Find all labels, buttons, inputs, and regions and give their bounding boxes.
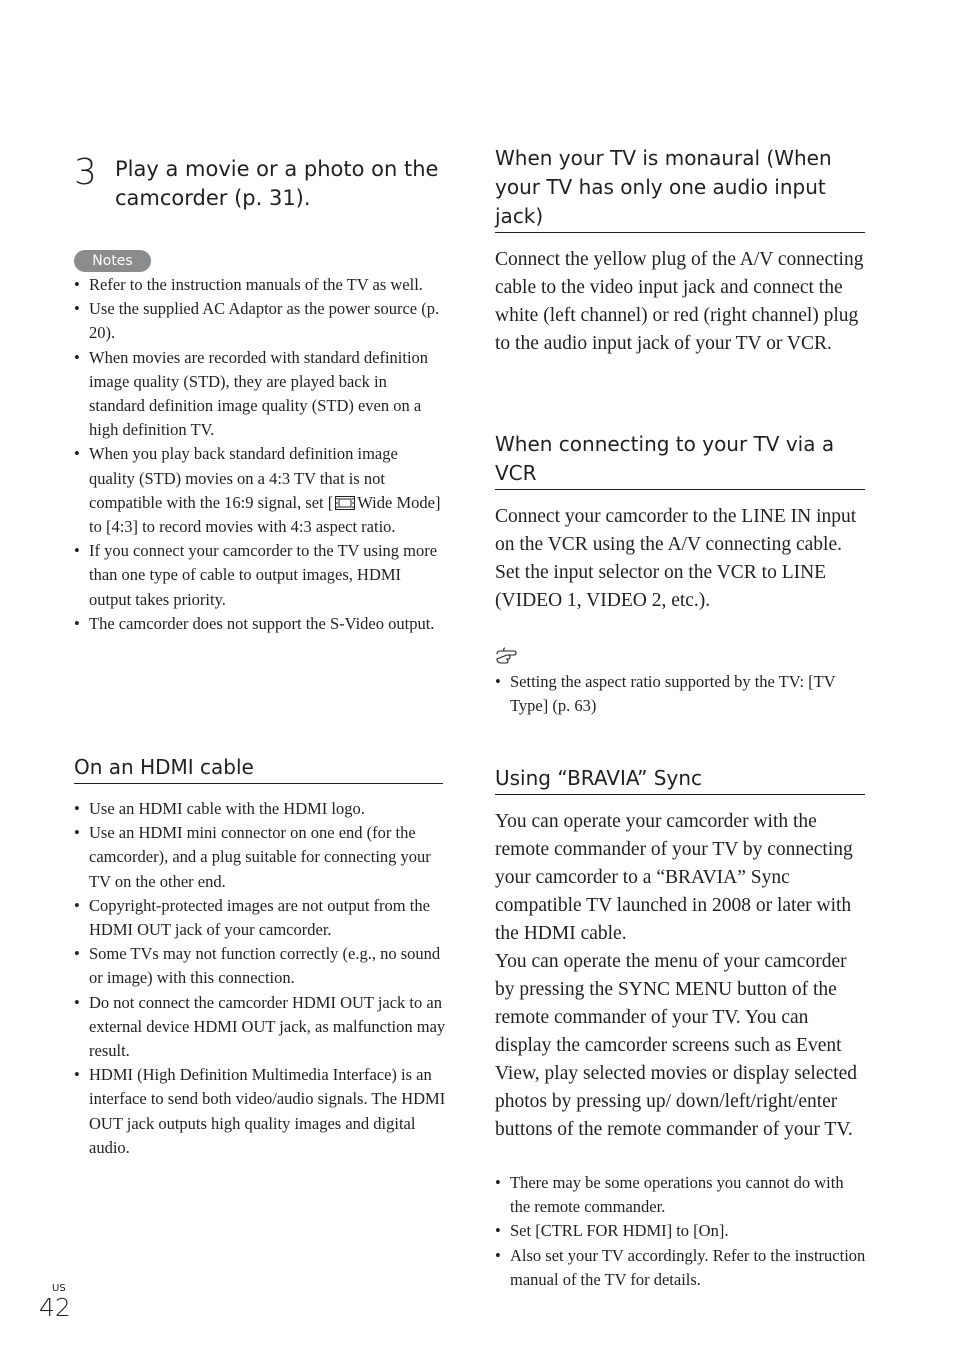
region-code: US <box>52 1283 66 1294</box>
notes-list <box>74 273 446 636</box>
hdmi-list <box>74 797 446 1160</box>
list-item: • Refer to the instruction manuals of the TV as well. <box>74 273 446 297</box>
page-number: 42 <box>39 1293 71 1322</box>
list-item: • HDMI (High Definition Multimedia Interface) is an interface to send both video/audio signals. The HDMI OUT jack outputs high quality images and digital audio. <box>74 1063 446 1160</box>
list-item: • Use the supplied AC Adaptor as the power source (p. 20). <box>74 297 446 345</box>
list-item <box>74 442 446 539</box>
film-icon <box>335 493 355 507</box>
list-item: • Do not connect the camcorder HDMI OUT jack to an external device HDMI OUT jack, as malfunction may result. <box>74 991 446 1064</box>
bravia-section-heading: Using “BRAVIA” Sync <box>495 764 865 795</box>
list-item: • When movies are recorded with standard definition image quality (STD), they are played back in standard definition image quality (STD) even on a high definition TV. <box>74 346 446 443</box>
step-instruction: Play a movie or a photo on the camcorder (p. 31). <box>115 157 439 210</box>
bravia-paragraphs <box>495 808 867 1144</box>
list-item: • Also set your TV accordingly. Refer to the instruction manual of the TV for details. <box>495 1244 867 1292</box>
hdmi-section-heading: On an HDMI cable <box>74 753 443 784</box>
monaural-paragraph: Connect the yellow plug of the A/V connecting cable to the video input jack and connect the white (left channel) or red (right channel) plug to the audio input jack of your TV or VCR. <box>495 249 864 354</box>
list-item: • Use an HDMI mini connector on one end (for the camcorder), and a plug suitable for connecting your TV on the other end. <box>74 821 446 894</box>
list-item: • Use an HDMI cable with the HDMI logo. <box>74 797 446 821</box>
list-item: • The camcorder does not support the S-Video output. <box>74 612 446 636</box>
list-item-text: Wide Mode] to [4:3] to record movies with 4:3 aspect ratio. <box>89 492 441 537</box>
list-item: • There may be some operations you cannot do with the remote commander. <box>495 1171 867 1219</box>
vcr-section-heading: When connecting to your TV via a VCR <box>495 430 865 490</box>
step-number: 3 <box>74 152 97 193</box>
bravia-list <box>495 1171 867 1292</box>
list-item: • Copyright-protected images are not output from the HDMI OUT jack of your camcorder. <box>74 894 446 942</box>
bravia-paragraph-2: You can operate the menu of your camcorder by pressing the SYNC MENU button of the remote commander of your TV. You can display the camcorder screens such as Event View, play selected movies or display selected photos by pressing up/ down/left/right/enter buttons of the remote commander of your TV. <box>495 951 857 1140</box>
list-item: • If you connect your camcorder to the TV using more than one type of cable to output images, HDMI output takes priority. <box>74 539 446 612</box>
monaural-section-heading: When your TV is monaural (When your TV has only one audio input jack) <box>495 144 865 233</box>
vcr-list <box>495 670 867 718</box>
pointing-hand-icon <box>495 646 519 666</box>
notes-badge: Notes <box>74 250 151 272</box>
vcr-paragraph: Connect your camcorder to the LINE IN input on the VCR using the A/V connecting cable. Set the input selector on the VCR to LINE (VIDEO 1, VIDEO 2, etc.). <box>495 506 857 611</box>
list-item: • Setting the aspect ratio supported by the TV: [TV Type] (p. 63) <box>495 670 867 718</box>
list-item-text: When you play back standard definition image quality (STD) movies on a 4:3 TV that is not compatible with the 16:9 signal, set [ <box>89 444 398 512</box>
list-item: • Set [CTRL FOR HDMI] to [On]. <box>495 1219 867 1243</box>
bravia-paragraph-1: You can operate your camcorder with the remote commander of your TV by connecting your camcorder to a “BRAVIA” Sync compatible TV launched in 2008 or later with the HDMI cable. <box>495 811 853 944</box>
list-item: • Some TVs may not function correctly (e.g., no sound or image) with this connection. <box>74 942 446 990</box>
